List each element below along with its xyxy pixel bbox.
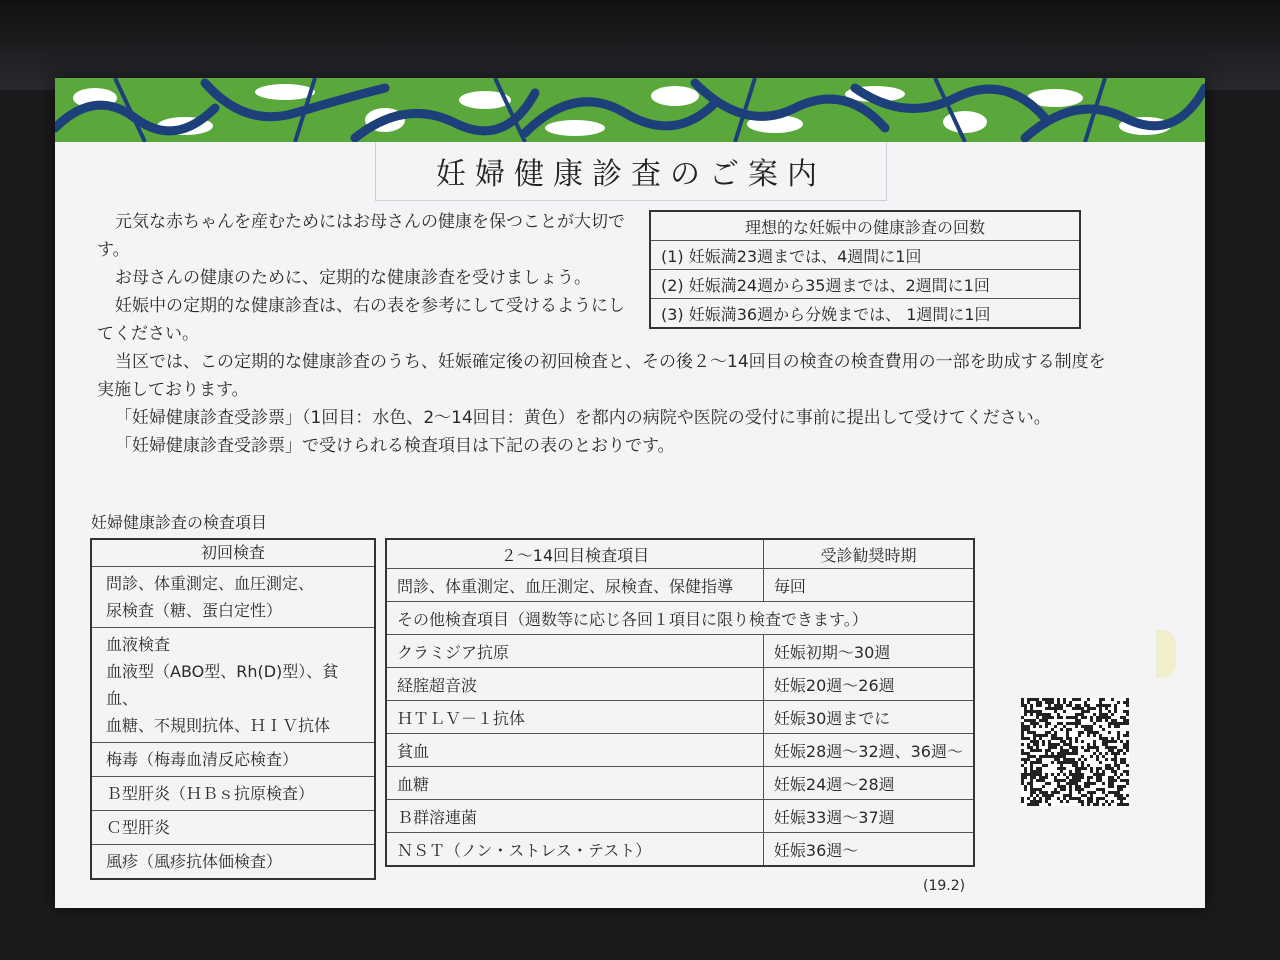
initial-table-row: 風疹（風疹抗体価検査） (91, 845, 375, 880)
document-code: (19.2) (923, 878, 966, 894)
followup-exam-table (385, 538, 975, 867)
followup-item: 経腟超音波 (386, 668, 763, 701)
intro-paragraph-4: 当区では、この定期的な健康診査のうち、妊娠確定後の初回検査と、その後２～14回目の検査の検査費用の一部を助成する制度を実施しております。 (97, 352, 1106, 400)
ideal-table-row: (3) 妊娠満36週から分娩までは、 1週間に1回 (650, 299, 1080, 329)
followup-time: 妊娠33週～37週 (763, 800, 974, 833)
followup-time: 妊娠36週～ (763, 833, 974, 867)
followup-item: 血糖 (386, 767, 763, 800)
followup-time: 妊娠20週～26週 (763, 668, 974, 701)
decorative-banner (55, 78, 1205, 142)
intro-paragraph-3: 妊娠中の定期的な健康診査は、右の表を参考にして受けるようにしてください。 (97, 296, 625, 344)
intro-paragraph-6: 「妊婦健康診査受診票」で受けられる検査項目は下記の表のとおりです。 (115, 436, 675, 456)
cell-line: 尿検査（糖、蛋白定性） (106, 601, 283, 620)
page-title: 妊婦健康診査のご案内 (436, 157, 826, 192)
followup-item: 貧血 (386, 734, 763, 767)
qr-code (1021, 698, 1129, 806)
cell-line: 血液検査 (106, 635, 171, 654)
ideal-checkup-table (649, 210, 1081, 329)
followup-item: Ｂ群溶連菌 (386, 800, 763, 833)
followup-time: 毎回 (763, 569, 974, 602)
followup-item: 問診、体重測定、血圧測定、尿検査、保健指導 (386, 569, 763, 602)
intro-paragraph-1: 元気な赤ちゃんを産むためにはお母さんの健康を保つことが大切です。 (97, 212, 625, 260)
cell-line: 血液型（ABO型、Rh(D)型）、貧血、 (106, 662, 339, 708)
followup-time: 妊娠30週までに (763, 701, 974, 734)
followup-time: 妊娠24週～28週 (763, 767, 974, 800)
followup-item: クラミジア抗原 (386, 635, 763, 668)
intro-paragraph-2: お母さんの健康のために、定期的な健康診査を受けましょう。 (115, 268, 591, 288)
initial-table-row: Ｃ型肝炎 (91, 811, 375, 845)
ideal-table-row: (2) 妊娠満24週から35週までは、2週間に1回 (650, 270, 1080, 299)
ideal-table-header: 理想的な妊娠中の健康診査の回数 (650, 211, 1080, 241)
document-sheet (55, 78, 1205, 908)
followup-item: ＨＴＬＶ－１抗体 (386, 701, 763, 734)
followup-header-time: 受診勧奨時期 (763, 539, 974, 569)
initial-table-row (91, 567, 375, 628)
initial-table-row (91, 628, 375, 743)
cell-line: 血糖、不規則抗体、ＨＩＶ抗体 (106, 716, 331, 735)
cell-line: 問診、体重測定、血圧測定、 (106, 574, 315, 593)
initial-table-header: 初回検査 (91, 539, 375, 567)
section-label: 妊婦健康診査の検査項目 (91, 513, 268, 532)
followup-time: 妊娠28週～32週、36週～ (763, 734, 974, 767)
intro-paragraph-5: 「妊婦健康診査受診票」（1回目：水色、2～14回目：黄色）を都内の病院や医院の受付に事前に提出して受けてください。 (115, 408, 1051, 428)
sheet-tab (1156, 630, 1176, 678)
followup-header-item: ２～14回目検査項目 (386, 539, 763, 569)
ideal-table-row: (1) 妊娠満23週までは、4週間に1回 (650, 241, 1080, 270)
followup-other-note: その他検査項目（週数等に応じ各回１項目に限り検査できます。） (386, 602, 974, 635)
title-box (375, 142, 887, 201)
initial-table-row: Ｂ型肝炎（ＨＢｓ抗原検査） (91, 777, 375, 811)
background (0, 0, 1280, 90)
followup-time: 妊娠初期～30週 (763, 635, 974, 668)
followup-item: ＮＳＴ（ノン・ストレス・テスト） (386, 833, 763, 867)
initial-table-row: 梅毒（梅毒血清反応検査） (91, 743, 375, 777)
initial-exam-table (90, 538, 376, 880)
